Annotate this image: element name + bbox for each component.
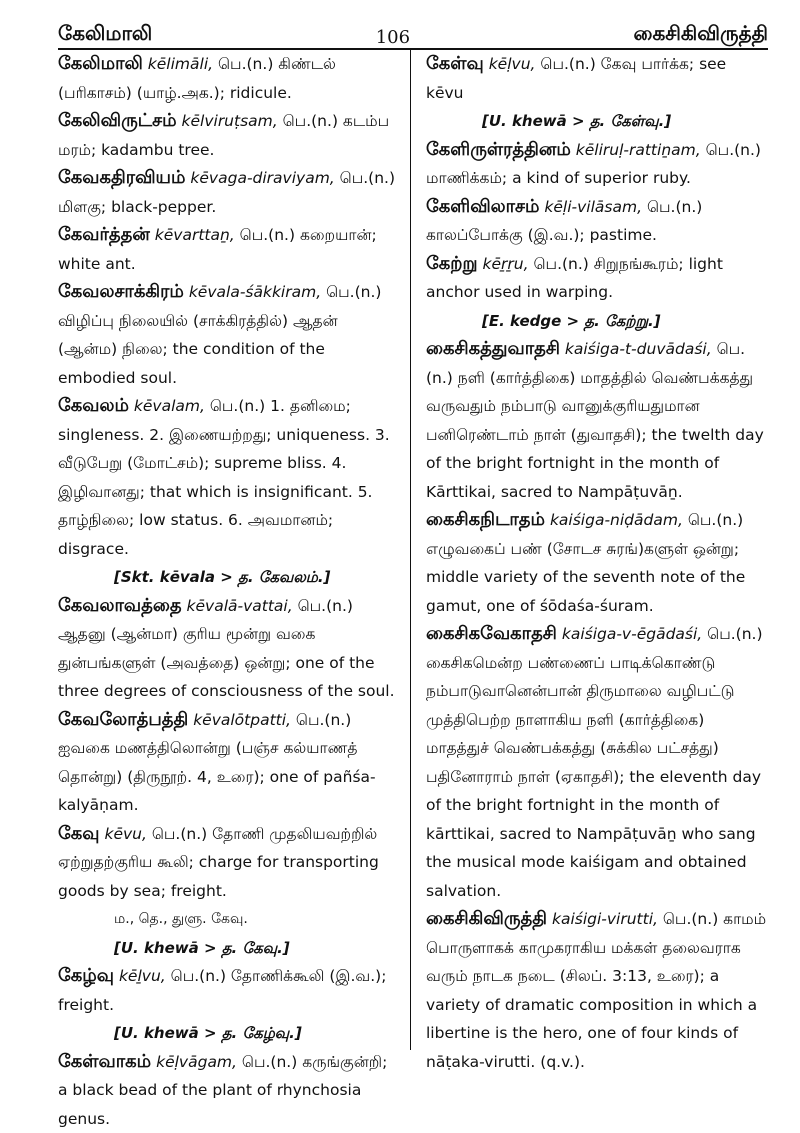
entry-etymology: [Skt. kēvala > த. கேவலம்.] [58,563,400,592]
entry-definition: பெ.(n.) கடம்ப மரம்; kadambu tree. [58,112,389,159]
entry-transliteration: kēvaga-diraviyam, [190,169,334,187]
guide-word-right: கைசிகிவிருத்தி [634,21,768,48]
dictionary-entry [58,1048,400,1133]
dictionary-entry [58,392,400,563]
entry-etymology: [U. khewā > த. கேள்வு.] [426,107,768,136]
entry-definition: பெ.(n.) கிண்டல் (பரிகாசம்) (யாழ்.அக.); ridicule. [58,55,336,102]
entry-headword: கேவலம் [58,395,129,416]
entry-headword: கேலிமாலி [58,53,143,74]
dictionary-entry [58,50,400,107]
entry-headword: கேள்வாகம் [58,1051,151,1072]
entry-headword: கேளிவிலாசம் [426,196,539,217]
dictionary-entry [58,706,400,820]
entry-definition: பெ.(n.) எழுவகைப் பண் (சோடச சுரங்)களுள் ஒன்று; middle variety of the seventh note of the gamut, one of śōdaśa-śuram. [426,511,745,615]
entry-definition: பெ.(n.) கறையான்; white ant. [58,226,377,273]
dictionary-entry [58,107,400,164]
entry-definition: பெ.(n.) காமம் பொருளாகக் காமுகராகிய மக்கள் தலைவராக வரும் நாடக நடை (சிலப். 3:13, உரை); a variety of dramatic composition in which a libertine is the hero, one of four kinds of nāṭaka-virutti. (q.v.). [426,910,766,1071]
entry-transliteration: kaiśiga-t-duvādaśi, [565,340,712,358]
entry-transliteration: kēṟṟu, [483,255,529,273]
entry-headword: கேவு [58,823,100,844]
entry-transliteration: kēliruḷ-rattiṉam, [576,141,701,159]
entry-etymology: [U. khewā > த. கேழ்வு.] [58,1019,400,1048]
entry-headword: கைசிகநிடாதம் [426,509,545,530]
entry-definition: பெ.(n.) காலப்போக்கு (இ.வ.); pastime. [426,198,702,245]
dictionary-entry [58,962,400,1019]
entry-definition: பெ.(n.) கைசிகமென்ற பண்ணைப் பாடிக்கொண்டு நம்பாடுவானென்பான் திருமாலை வழிபட்டு முத்திபெற்ற நாளாகிய நளி (கார்த்திகை) மாதத்துச் வெண்பக்கத்து (சுக்கில பட்சத்து) பதினோராம் நாள் (ஏகாதசி); the eleventh day of the bright fortnight in the month of kārttikai, sacred to Nampāṭuvāṉ who sang the musical mode kaiśigam and obtained salvation. [426,625,763,900]
entry-headword: கைசிகவேகாதசி [426,623,557,644]
dictionary-entry [58,278,400,392]
entry-definition: பெ.(n.) மாணிக்கம்; a kind of superior ruby. [426,141,761,188]
entry-headword: கேவகதிரவியம் [58,167,185,188]
entry-definition: பெ.(n.) கருங்குன்றி; a black bead of the plant of rhynchosia genus. [58,1053,387,1128]
dictionary-entry [58,164,400,221]
entry-headword: கேலிவிருட்சம் [58,110,177,131]
entry-transliteration: kēlviruṭsam, [182,112,278,130]
entry-etymology: [U. khewā > த. கேவு.] [58,934,400,963]
entry-definition: பெ.(n.) ஐவகை மணத்திலொன்று (பஞ்ச கல்யாணத் தொன்று) (திருநூற். 4, உரை); one of pañśa-kalyāṇam. [58,711,376,815]
dictionary-entry [426,136,768,193]
entry-transliteration: kēḷvu, [489,55,536,73]
entry-cognates: ம., தெ., துளு. கேவு. [58,905,400,934]
entry-headword: கேவலோத்பத்தி [58,709,188,730]
dictionary-entry [426,50,768,107]
entry-definition: பெ.(n.) நளி (கார்த்திகை) மாதத்தில் வெண்பக்கத்து வருவதும் நம்பாடு வானுக்குரியதுமான பனிரெண்டாம் நாள் (துவாதசி); the twelth day of the bright fortnight in the month of Kārttikai, sacred to Nampāṭuvāṉ. [426,340,764,501]
entry-definition: பெ.(n.) கேவு பார்க்க; see kēvu [426,55,726,102]
entry-headword: கேவர்த்தன் [58,224,150,245]
entry-transliteration: kēḷvāgam, [156,1053,237,1071]
entry-headword: கேள்வு [426,53,484,74]
entry-transliteration: kēḷi-vilāsam, [544,198,642,216]
entry-headword: கேழ்வு [58,965,114,986]
dictionary-entry [58,592,400,706]
dictionary-entry [426,335,768,506]
entry-transliteration: kēvu, [104,825,146,843]
entry-transliteration: kēḻvu, [119,967,166,985]
left-column [58,50,400,1133]
entry-definition: பெ.(n.) தோணி முதலியவற்றில் ஏற்றுதற்குரிய கூலி; charge for transporting goods by sea; freight. [58,825,379,900]
entry-headword: கைசிகிவிருத்தி [426,908,547,929]
dictionary-entry [426,250,768,307]
guide-word-left: கேலிமாலி [58,21,152,48]
entry-transliteration: kēlimāli, [148,55,213,73]
right-column [426,50,768,1133]
entry-definition: பெ.(n.) மிளகு; black-pepper. [58,169,395,216]
entry-transliteration: kaiśiga-v-ēgādaśi, [562,625,702,643]
dictionary-entry [426,506,768,620]
entry-transliteration: kēvalā-vattai, [187,597,293,615]
entry-transliteration: kēvalam, [134,397,205,415]
entry-headword: கேளிருள்ரத்தினம் [426,139,571,160]
entry-transliteration: kēvalōtpatti, [193,711,291,729]
entry-etymology: [E. kedge > த. கேற்று.] [426,307,768,336]
entry-transliteration: kaiśiga-niḍādam, [550,511,683,529]
entry-transliteration: kaiśigi-virutti, [552,910,658,928]
dictionary-entry [58,221,400,278]
entry-definition: பெ.(n.) விழிப்பு நிலையில் (சாக்கிரத்தில்) ஆதன் (ஆன்ம) நிலை; the condition of the embodied soul. [58,283,381,387]
dictionary-entry [426,620,768,905]
entry-headword: கேவலசாக்கிரம் [58,281,184,302]
dictionary-entry [426,905,768,1076]
entry-transliteration: kēvarttaṉ, [155,226,235,244]
column-divider [410,50,411,1050]
page-number: 106 [376,27,410,48]
entry-definition: பெ.(n.) ஆதனு (ஆன்மா) குரிய மூன்று வகை துன்பங்களுள் (அவத்தை) ஒன்று; one of the three degrees of consciousness of the soul. [58,597,395,701]
dictionary-entry [426,193,768,250]
running-head [58,12,768,50]
entry-definition: பெ.(n.) சிறுநங்கூரம்; light anchor used in warping. [426,255,723,302]
entry-headword: கேவலாவத்தை [58,595,182,616]
entry-definition: பெ.(n.) தோணிக்கூலி (இ.வ.); freight. [58,967,386,1014]
entry-transliteration: kēvala-śākkiram, [189,283,321,301]
entry-headword: கேற்று [426,253,478,274]
dictionary-entry [58,820,400,906]
entry-headword: கைசிகத்துவாதசி [426,338,560,359]
entry-definition: பெ.(n.) 1. தனிமை; singleness. 2. இணையற்றது; uniqueness. 3. வீடுபேறு (மோட்சம்); supreme bliss. 4. இழிவானது; that which is insignificant. 5. தாழ்நிலை; low status. 6. அவமானம்; disgrace. [58,397,390,558]
two-column-body [58,50,768,1133]
